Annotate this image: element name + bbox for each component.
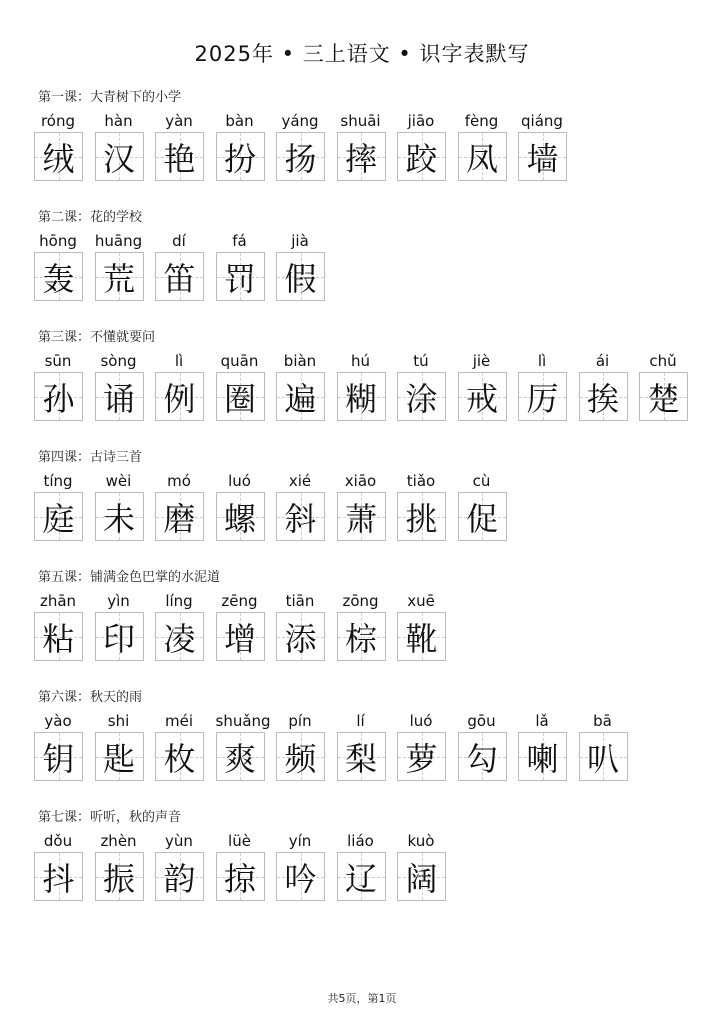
character-cell xyxy=(34,830,95,901)
character-cell xyxy=(276,590,337,661)
pinyin-label: cù xyxy=(472,472,491,490)
pinyin-label: fá xyxy=(232,232,247,250)
pinyin-label: gōu xyxy=(467,712,496,730)
character-cell xyxy=(276,470,337,541)
tian-grid-box xyxy=(216,372,265,421)
character-cell xyxy=(216,710,277,781)
tian-grid-box xyxy=(216,492,265,541)
pinyin-label: biàn xyxy=(283,352,317,370)
character-cell xyxy=(216,830,277,901)
hanzi-character: 辽 xyxy=(344,859,377,898)
character-cell xyxy=(276,110,337,181)
pinyin-label: dǒu xyxy=(43,832,73,850)
lesson-title: 第二课：花的学校 xyxy=(38,210,143,225)
lesson-section xyxy=(38,568,438,658)
character-cell xyxy=(397,590,458,661)
pinyin-label: líng xyxy=(165,592,193,610)
pinyin-label: xuē xyxy=(407,592,435,610)
tian-grid-box xyxy=(95,732,144,781)
tian-grid-box xyxy=(95,252,144,301)
tian-grid-box xyxy=(337,492,386,541)
hanzi-character: 粘 xyxy=(42,619,75,658)
tian-grid-box xyxy=(397,732,446,781)
pinyin-label: yìn xyxy=(107,592,130,610)
character-cell xyxy=(95,110,156,181)
tian-grid-box xyxy=(397,492,446,541)
pinyin-label: hú xyxy=(350,352,370,370)
hanzi-character: 例 xyxy=(163,379,196,418)
pinyin-label: lǎ xyxy=(535,712,549,730)
lesson-title: 第六课：秋天的雨 xyxy=(38,690,143,705)
tian-grid-box xyxy=(276,492,325,541)
pinyin-label: lüè xyxy=(228,832,251,850)
pinyin-label: luó xyxy=(409,712,433,730)
pinyin-label: zēng xyxy=(221,592,258,610)
pinyin-label: wèi xyxy=(105,472,132,490)
hanzi-character: 挨 xyxy=(586,379,619,418)
pinyin-label: zhān xyxy=(39,592,77,610)
character-cell xyxy=(337,590,398,661)
hanzi-character: 磨 xyxy=(163,499,196,538)
character-cell xyxy=(216,350,277,421)
character-cell xyxy=(34,710,95,781)
character-cell xyxy=(216,470,277,541)
pinyin-label: quān xyxy=(220,352,259,370)
pinyin-label: bā xyxy=(593,712,612,730)
character-row xyxy=(34,590,458,661)
pinyin-label: zhèn xyxy=(100,832,137,850)
tian-grid-box xyxy=(518,132,567,181)
tian-grid-box xyxy=(155,132,204,181)
character-cell xyxy=(34,110,95,181)
tian-grid-box xyxy=(397,132,446,181)
hanzi-character: 喇 xyxy=(526,739,559,778)
tian-grid-box xyxy=(397,372,446,421)
tian-grid-box xyxy=(34,492,83,541)
character-row xyxy=(34,710,639,781)
hanzi-character: 斜 xyxy=(284,499,317,538)
hanzi-character: 厉 xyxy=(526,379,559,418)
pinyin-label: lì xyxy=(537,352,547,370)
character-cell xyxy=(155,830,216,901)
hanzi-character: 吟 xyxy=(284,859,317,898)
pinyin-label: tú xyxy=(413,352,429,370)
pinyin-label: méi xyxy=(164,712,193,730)
hanzi-character: 涂 xyxy=(405,379,438,418)
hanzi-character: 萝 xyxy=(405,739,438,778)
tian-grid-box xyxy=(458,372,507,421)
pinyin-label: shuāi xyxy=(340,112,381,130)
character-cell xyxy=(155,350,216,421)
character-cell xyxy=(458,470,519,541)
hanzi-character: 孙 xyxy=(42,379,75,418)
pinyin-label: kuò xyxy=(407,832,435,850)
pinyin-label: mó xyxy=(167,472,191,490)
hanzi-character: 棕 xyxy=(344,619,377,658)
tian-grid-box xyxy=(337,852,386,901)
hanzi-character: 轰 xyxy=(42,259,75,298)
hanzi-character: 戒 xyxy=(465,379,498,418)
character-cell xyxy=(518,710,579,781)
tian-grid-box xyxy=(155,252,204,301)
pinyin-label: sūn xyxy=(44,352,72,370)
tian-grid-box xyxy=(276,252,325,301)
page-title: 2025年 • 三上语文 • 识字表默写 xyxy=(194,42,530,66)
hanzi-character: 假 xyxy=(284,259,317,298)
character-cell xyxy=(34,470,95,541)
character-cell xyxy=(337,830,398,901)
tian-grid-box xyxy=(155,612,204,661)
tian-grid-box xyxy=(34,612,83,661)
character-cell xyxy=(518,350,579,421)
pinyin-label: tiǎo xyxy=(406,472,436,490)
hanzi-character: 扮 xyxy=(223,139,256,178)
pinyin-label: yín xyxy=(288,832,312,850)
pinyin-label: jiāo xyxy=(407,112,435,130)
hanzi-character: 艳 xyxy=(163,139,196,178)
hanzi-character: 爽 xyxy=(223,739,256,778)
hanzi-character: 罚 xyxy=(223,259,256,298)
tian-grid-box xyxy=(518,372,567,421)
lesson-title: 第四课：古诗三首 xyxy=(38,450,143,465)
hanzi-character: 添 xyxy=(284,619,317,658)
pinyin-label: hōng xyxy=(39,232,77,250)
hanzi-character: 叭 xyxy=(586,739,619,778)
tian-grid-box xyxy=(337,612,386,661)
lesson-section xyxy=(38,328,680,418)
tian-grid-box xyxy=(458,732,507,781)
tian-grid-box xyxy=(216,252,265,301)
pinyin-label: chǔ xyxy=(649,352,677,370)
hanzi-character: 螺 xyxy=(223,499,256,538)
hanzi-character: 汉 xyxy=(102,139,135,178)
pinyin-label: zōng xyxy=(342,592,379,610)
tian-grid-box xyxy=(155,372,204,421)
hanzi-character: 诵 xyxy=(102,379,135,418)
pinyin-label: xiāo xyxy=(344,472,377,490)
tian-grid-box xyxy=(276,372,325,421)
hanzi-character: 遍 xyxy=(284,379,317,418)
character-cell xyxy=(639,350,700,421)
hanzi-character: 摔 xyxy=(344,139,377,178)
tian-grid-box xyxy=(337,372,386,421)
hanzi-character: 楚 xyxy=(647,379,680,418)
pinyin-label: bàn xyxy=(225,112,254,130)
character-cell xyxy=(155,110,216,181)
tian-grid-box xyxy=(95,852,144,901)
character-cell xyxy=(95,710,156,781)
hanzi-character: 荒 xyxy=(102,259,135,298)
tian-grid-box xyxy=(579,372,628,421)
character-cell xyxy=(458,110,519,181)
tian-grid-box xyxy=(155,852,204,901)
pinyin-label: lì xyxy=(174,352,184,370)
tian-grid-box xyxy=(95,492,144,541)
pinyin-label: qiáng xyxy=(521,112,563,130)
hanzi-character: 糊 xyxy=(344,379,377,418)
tian-grid-box xyxy=(397,612,446,661)
hanzi-character: 墙 xyxy=(526,139,559,178)
tian-grid-box xyxy=(518,732,567,781)
character-cell xyxy=(216,590,277,661)
character-cell xyxy=(458,710,519,781)
pinyin-label: dí xyxy=(172,232,186,250)
tian-grid-box xyxy=(337,132,386,181)
character-cell xyxy=(95,830,156,901)
pinyin-label: fèng xyxy=(464,112,499,130)
character-cell xyxy=(397,470,458,541)
hanzi-character: 凤 xyxy=(465,139,498,178)
hanzi-character: 绒 xyxy=(42,139,75,178)
hanzi-character: 圈 xyxy=(223,379,256,418)
tian-grid-box xyxy=(34,732,83,781)
hanzi-character: 笛 xyxy=(163,259,196,298)
hanzi-character: 勾 xyxy=(465,739,498,778)
hanzi-character: 凌 xyxy=(163,619,196,658)
pinyin-label: lí xyxy=(356,712,365,730)
lesson-section xyxy=(38,88,563,178)
tian-grid-box xyxy=(155,492,204,541)
tian-grid-box xyxy=(579,732,628,781)
hanzi-character: 未 xyxy=(102,499,135,538)
pinyin-label: jiè xyxy=(472,352,491,370)
tian-grid-box xyxy=(34,372,83,421)
character-cell xyxy=(95,470,156,541)
character-cell xyxy=(34,230,95,301)
hanzi-character: 匙 xyxy=(102,739,135,778)
tian-grid-box xyxy=(216,132,265,181)
character-cell xyxy=(34,590,95,661)
pinyin-label: pín xyxy=(288,712,312,730)
hanzi-character: 枚 xyxy=(163,739,196,778)
hanzi-character: 靴 xyxy=(405,619,438,658)
character-cell xyxy=(337,110,398,181)
hanzi-character: 抖 xyxy=(42,859,75,898)
lesson-title: 第五课：铺满金色巴掌的水泥道 xyxy=(38,570,221,585)
hanzi-character: 振 xyxy=(102,859,135,898)
character-cell xyxy=(397,710,458,781)
hanzi-character: 印 xyxy=(102,619,135,658)
pinyin-label: yàn xyxy=(165,112,193,130)
pinyin-label: yùn xyxy=(165,832,193,850)
character-cell xyxy=(276,350,337,421)
hanzi-character: 阔 xyxy=(405,859,438,898)
character-cell xyxy=(337,350,398,421)
tian-grid-box xyxy=(639,372,688,421)
tian-grid-box xyxy=(95,132,144,181)
pinyin-label: róng xyxy=(40,112,76,130)
character-cell xyxy=(397,110,458,181)
hanzi-character: 增 xyxy=(223,619,256,658)
character-cell xyxy=(95,230,156,301)
tian-grid-box xyxy=(155,732,204,781)
page-footer: 共5页，第1页 xyxy=(327,992,397,1005)
pinyin-label: xié xyxy=(288,472,312,490)
pinyin-label: huāng xyxy=(94,232,143,250)
pinyin-label: tíng xyxy=(43,472,73,490)
tian-grid-box xyxy=(34,132,83,181)
tian-grid-box xyxy=(95,372,144,421)
hanzi-character: 梨 xyxy=(344,739,377,778)
tian-grid-box xyxy=(276,132,325,181)
pinyin-label: tiān xyxy=(285,592,315,610)
hanzi-character: 挑 xyxy=(405,499,438,538)
tian-grid-box xyxy=(458,132,507,181)
character-cell xyxy=(579,710,640,781)
tian-grid-box xyxy=(276,612,325,661)
character-cell xyxy=(276,230,337,301)
pinyin-label: yào xyxy=(44,712,72,730)
lesson-title: 第一课：大青树下的小学 xyxy=(38,90,182,105)
character-row xyxy=(34,230,337,301)
character-cell xyxy=(458,350,519,421)
character-cell xyxy=(155,470,216,541)
character-cell xyxy=(518,110,579,181)
tian-grid-box xyxy=(276,852,325,901)
lesson-title: 第七课：听听，秋的声音 xyxy=(38,810,182,825)
lesson-section xyxy=(38,688,619,778)
pinyin-label: luó xyxy=(228,472,251,490)
lesson-section xyxy=(38,808,438,898)
pinyin-label: yáng xyxy=(281,112,319,130)
character-cell xyxy=(397,350,458,421)
character-cell xyxy=(216,110,277,181)
pinyin-label: shuǎng xyxy=(215,712,271,730)
character-cell xyxy=(337,710,398,781)
hanzi-character: 扬 xyxy=(284,139,317,178)
lesson-section xyxy=(38,448,498,538)
character-cell xyxy=(337,470,398,541)
hanzi-character: 庭 xyxy=(42,499,75,538)
tian-grid-box xyxy=(276,732,325,781)
pinyin-label: sòng xyxy=(100,352,137,370)
character-cell xyxy=(397,830,458,901)
hanzi-character: 掠 xyxy=(223,859,256,898)
hanzi-character: 频 xyxy=(284,739,317,778)
character-cell xyxy=(95,590,156,661)
character-cell xyxy=(579,350,640,421)
tian-grid-box xyxy=(216,852,265,901)
character-cell xyxy=(276,710,337,781)
character-cell xyxy=(155,710,216,781)
tian-grid-box xyxy=(34,252,83,301)
pinyin-label: liáo xyxy=(347,832,374,850)
character-row xyxy=(34,830,458,901)
hanzi-character: 钥 xyxy=(42,739,75,778)
tian-grid-box xyxy=(216,612,265,661)
character-cell xyxy=(34,350,95,421)
pinyin-label: shi xyxy=(107,712,130,730)
character-cell xyxy=(216,230,277,301)
character-cell xyxy=(95,350,156,421)
character-cell xyxy=(276,830,337,901)
lesson-title: 第三课：不懂就要问 xyxy=(38,330,156,345)
hanzi-character: 促 xyxy=(465,499,498,538)
lesson-section xyxy=(38,208,317,298)
character-row xyxy=(34,350,700,421)
hanzi-character: 韵 xyxy=(163,859,196,898)
tian-grid-box xyxy=(95,612,144,661)
tian-grid-box xyxy=(397,852,446,901)
pinyin-label: ái xyxy=(595,352,610,370)
hanzi-character: 萧 xyxy=(344,499,377,538)
pinyin-label: hàn xyxy=(104,112,133,130)
pinyin-label: jià xyxy=(291,232,309,250)
character-cell xyxy=(155,230,216,301)
hanzi-character: 跤 xyxy=(405,139,438,178)
character-row xyxy=(34,110,579,181)
tian-grid-box xyxy=(34,852,83,901)
tian-grid-box xyxy=(216,732,265,781)
tian-grid-box xyxy=(458,492,507,541)
character-row xyxy=(34,470,518,541)
tian-grid-box xyxy=(337,732,386,781)
character-cell xyxy=(155,590,216,661)
